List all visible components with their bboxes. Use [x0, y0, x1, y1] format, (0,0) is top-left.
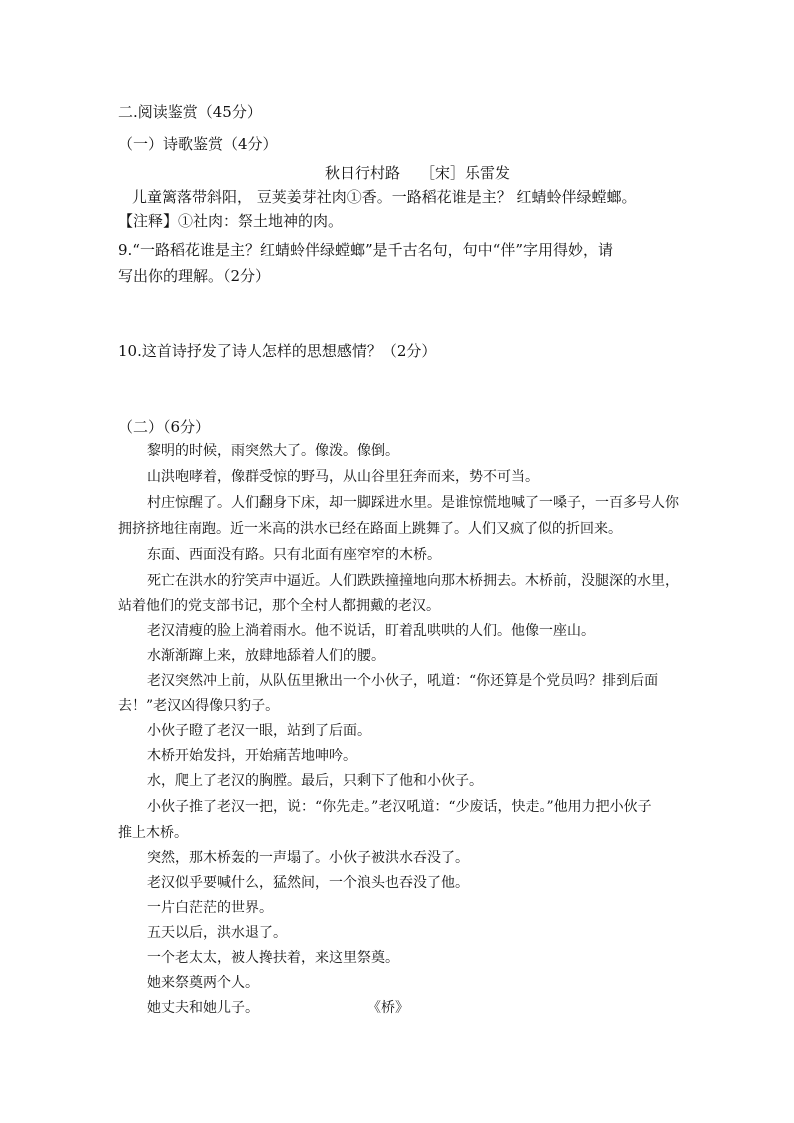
- part1-heading: （一）诗歌鉴赏（4分）: [118, 135, 278, 153]
- passage-line: 她丈夫和她儿子。: [147, 1000, 259, 1016]
- source-title: 《桥》: [367, 1000, 409, 1016]
- question-9-line2: 写出你的理解。（2分）: [118, 267, 271, 285]
- passage-line: 木桥开始发抖，开始痛苦地呻吟。: [147, 748, 357, 764]
- section-heading: 二.阅读鉴赏（45分）: [118, 103, 262, 121]
- poem-author: ［宋］乐雷发: [420, 164, 511, 182]
- passage-line: 去！”老汉凶得像只豹子。: [118, 698, 280, 714]
- passage-line: 五天以后，洪水退了。: [147, 925, 287, 941]
- passage-line: 老汉突然冲上前，从队伍里揪出一个小伙子，吼道：“你还算是个党员吗？排到后面: [147, 673, 659, 689]
- passage-line: 拥挤挤地往南跑。近一米高的洪水已经在路面上跳舞了。人们又疯了似的折回来。: [118, 521, 622, 537]
- question-10: 10.这首诗抒发了诗人怎样的思想感情？（2分）: [118, 342, 437, 360]
- passage-line: 小伙子推了老汉一把，说：“你先走。”老汉吼道：“少废话，快走。”他用力把小伙子: [147, 799, 652, 815]
- passage-line: 水渐渐蹿上来，放肆地舔着人们的腰。: [147, 648, 385, 664]
- passage-line: 村庄惊醒了。人们翻身下床，却一脚踩进水里。是谁惊慌地喊了一嗓子，一百多号人你: [147, 495, 679, 511]
- passage-line: 站着他们的党支部书记，那个全村人都拥戴的老汉。: [118, 598, 440, 614]
- passage-last-line: [147, 998, 409, 1018]
- passage-line: 黎明的时候，雨突然大了。像泼。像倒。: [147, 443, 399, 459]
- passage-line: 一片白茫茫的世界。: [147, 900, 273, 916]
- passage-line: 死亡在洪水的狞笑声中逼近。人们跌跌撞撞地向那木桥拥去。木桥前，没腿深的水里，: [147, 573, 679, 589]
- passage-line: 山洪咆哮着，像群受惊的野马，从山谷里狂奔而来，势不可当。: [147, 469, 539, 485]
- question-9-line1: 9.“一路稻花谁是主？红蜻蛉伴绿螳螂”是千古名句，句中“伴”字用得妙，请: [118, 241, 613, 259]
- passage-line: 她来祭奠两个人。: [147, 975, 259, 991]
- passage-line: 小伙子瞪了老汉一眼，站到了后面。: [147, 723, 371, 739]
- passage-line: 推上木桥。: [118, 825, 188, 841]
- poem-text: 儿童篱落带斜阳， 豆荚姜芽社肉①香。一路稻花谁是主？ 红蜻蛉伴绿螳螂。: [132, 188, 637, 206]
- poem-title: 秋日行村路: [325, 164, 401, 182]
- passage-line: 一个老太太，被人搀扶着，来这里祭奠。: [147, 950, 399, 966]
- poem-title-line: [325, 163, 510, 183]
- passage-line: 老汉清瘦的脸上淌着雨水。他不说话，盯着乱哄哄的人们。他像一座山。: [147, 623, 595, 639]
- passage-line: 老汉似乎要喊什么，猛然间，一个浪头也吞没了他。: [147, 875, 469, 891]
- part2-heading: （二）（6分）: [118, 418, 211, 436]
- poem-note: 【注释】①社肉：祭土地神的肉。: [118, 212, 344, 230]
- passage-line: 东面、西面没有路。只有北面有座窄窄的木桥。: [147, 547, 441, 563]
- passage-line: 水，爬上了老汉的胸膛。最后，只剩下了他和小伙子。: [147, 773, 483, 789]
- passage-line: 突然，那木桥轰的一声塌了。小伙子被洪水吞没了。: [147, 850, 469, 866]
